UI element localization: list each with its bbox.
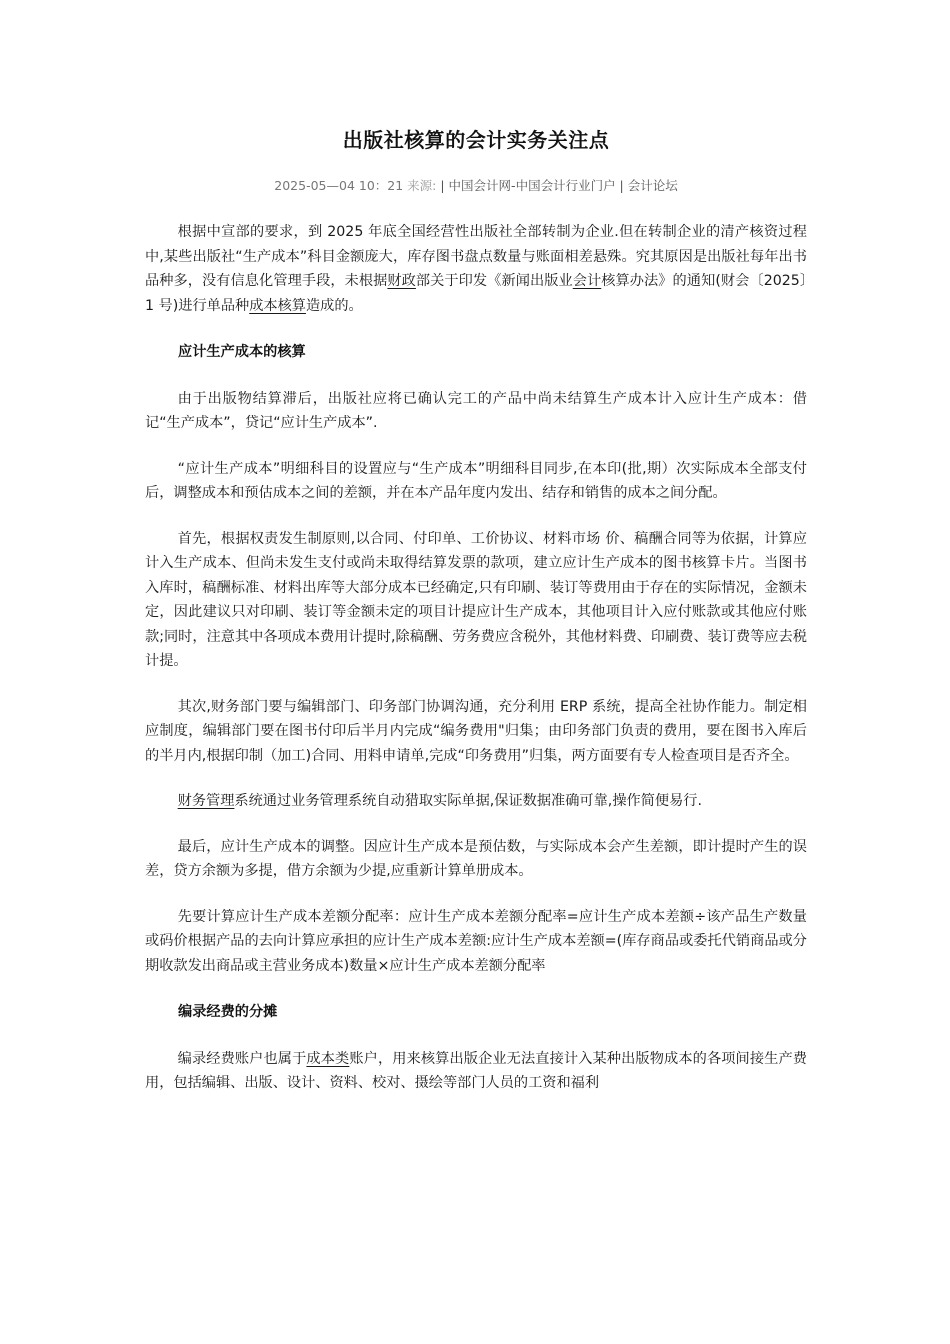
paragraph-5: 其次,财务部门要与编辑部门、印务部门协调沟通，充分利用 ERP 系统，提高全社协作能力。制定相应制度，编辑部门要在图书付印后半月内完成“编务费用"归集；由印务部门负责的费用，要在图书入库后的半月内,根据印制（加工)合同、用料申请单,完成“印务费用”归集，两方面要有专人检查项目是否齐全。 xyxy=(145,698,807,764)
keyword-link-chengben-lei[interactable]: 成本类 xyxy=(306,1050,350,1067)
keyword-link-chengben-hesuan[interactable]: 成本核算 xyxy=(249,297,306,314)
paragraph-7: 最后，应计生产成本的调整。因应计生产成本是预估数，与实际成本会产生差额，即计提时产生的误差，贷方余额为多提，借方余额为少提,应重新计算单册成本。 xyxy=(145,838,807,879)
source-label: 来源: xyxy=(407,178,437,193)
paragraph-9: 编录经费账户也属于成本类账户，用来核算出版企业无法直接计入某种出版物成本的各项间接生产费用，包括编辑、出版、设计、资料、校对、摄绘等部门人员的工资和福利 xyxy=(145,1050,807,1091)
paragraph-2: 由于出版物结算滞后，出版社应将已确认完工的产品中尚未结算生产成本计入应计生产成本：借记“生产成本”，贷记“应计生产成本”. xyxy=(145,390,807,431)
keyword-link-caiwu-guanli[interactable]: 财务管理 xyxy=(177,793,235,809)
source-text: | 中国会计网-中国会计行业门户 | 会计论坛 xyxy=(440,178,678,193)
paragraph-1: 根据中宣部的要求，到 2025 年底全国经营性出版社全部转制为企业.但在转制企业的清产核资过程中,某些出版社“生产成本”科目金额庞大，库存图书盘点数量与账面相差悬殊。究其原因是出版社每年出书品种多，没有信息化管理手段，未根据财政部关于印发《新闻出版业会计核算办法》的通知(财会〔2025〕1 号)进行单品种成本核算造成的。 xyxy=(145,224,807,314)
paragraph-4: 首先，根据权责发生制原则,以合同、付印单、工价协议、材料市场 价、稿酬合同等为依据，计算应计入生产成本、但尚未发生支付或尚未取得结算发票的款项，建立应计生产成本的图书核算卡片。当图书入库时，稿酬标准、材料出库等大部分成本已经确定,只有印刷、装订等费用由于存在的实际情况，金额未定，因此建议只对印刷、装订等金额未定的项目计提应计生产成本，其他项目计入应付账款或其他应付账款;同时，注意其中各项成本费用计提时,除稿酬、劳务费应含税外，其他材料费、印刷费、装订费等应去税计提。 xyxy=(145,530,807,669)
paragraph-6: 财务管理系统通过业务管理系统自动猎取实际单据,保证数据准确可靠,操作简便易行. xyxy=(177,793,702,809)
section-heading-2: 编录经费的分摊 xyxy=(178,1004,278,1020)
article-body xyxy=(145,220,807,1096)
section-heading-1: 应计生产成本的核算 xyxy=(178,344,306,360)
keyword-link-caizheng[interactable]: 财政 xyxy=(387,273,416,289)
article-title: 出版社核算的会计实务关注点 xyxy=(342,128,610,152)
paragraph-8: 先要计算应计生产成本差额分配率：应计生产成本差额分配率=应计生产成本差额÷该产品生产数量或码价根据产品的去向计算应承担的应计生产成本差额:应计生产成本差额=(库存商品或委托代销商品或分期收款发出商品或主营业务成本)数量×应计生产成本差额分配率 xyxy=(145,908,807,974)
keyword-link-kuaiji[interactable]: 会计 xyxy=(572,273,602,289)
article-meta xyxy=(145,176,807,194)
publish-datetime: 2025-05—04 10：21 xyxy=(274,178,404,193)
paragraph-3: “应计生产成本”明细科目的设置应与“生产成本”明细科目同步,在本印(批,期）次实际成本全部支付后，调整成本和预估成本之间的差额，并在本产品年度内发出、结存和销售的成本之间分配。 xyxy=(145,460,807,501)
